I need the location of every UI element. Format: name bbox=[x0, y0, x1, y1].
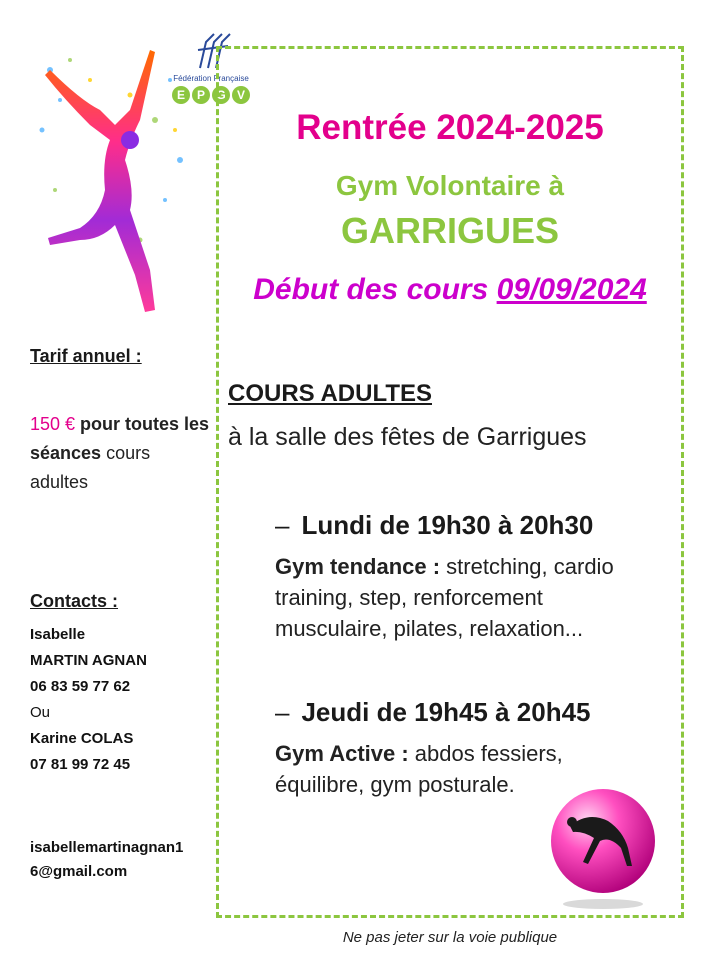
gym-subtitle: Gym Volontaire à bbox=[335, 170, 565, 201]
contact1-first-name: Isabelle bbox=[30, 626, 86, 643]
session-thursday bbox=[275, 697, 591, 728]
session-time: Lundi de 19h30 à 20h30 bbox=[301, 510, 594, 540]
session-monday bbox=[275, 510, 593, 541]
tarif-text bbox=[30, 410, 210, 497]
contact-email bbox=[30, 836, 183, 884]
contact1-phone: 06 83 59 77 62 bbox=[30, 678, 131, 695]
desc-line: musculaire, pilates, relaxation... bbox=[275, 616, 584, 641]
courses-heading: COURS ADULTES bbox=[228, 380, 432, 407]
start-label: Début des cours bbox=[253, 273, 497, 306]
desc-line: stretching, cardio bbox=[440, 554, 614, 579]
desc-line: abdos fessiers, bbox=[408, 741, 563, 766]
tarif-price: 150 € bbox=[30, 414, 76, 434]
session-type: Gym tendance : bbox=[275, 554, 441, 579]
tarif-bold: pour toutes les séances bbox=[30, 414, 210, 463]
start-date-line bbox=[216, 273, 684, 307]
tarif-rest: cours adultes bbox=[30, 443, 151, 492]
contact-or: Ou bbox=[30, 704, 51, 721]
logo-letter-p: P bbox=[192, 86, 210, 104]
courses-location: à la salle des fêtes de Garrigues bbox=[228, 423, 587, 451]
desc-line: training, step, renforcement bbox=[275, 585, 543, 610]
contact-list bbox=[30, 622, 147, 778]
start-date: 09/09/2024 bbox=[496, 273, 647, 306]
desc-line: équilibre, gym posturale. bbox=[275, 772, 515, 797]
contact2-phone: 07 81 99 72 45 bbox=[30, 756, 131, 773]
tarif-heading: Tarif annuel : bbox=[30, 346, 142, 366]
contact2-name: Karine COLAS bbox=[30, 730, 134, 747]
season-title: Rentrée 2024-2025 bbox=[296, 108, 604, 147]
email-line: 6@gmail.com bbox=[30, 863, 128, 880]
logo-federation-text: Fédération Française bbox=[173, 74, 249, 83]
gymnast-ball-icon bbox=[548, 786, 658, 912]
session-type: Gym Active : bbox=[275, 741, 409, 766]
contacts-heading: Contacts : bbox=[30, 591, 119, 611]
logo-letter-e: E bbox=[172, 86, 190, 104]
logo-letter-g: G bbox=[212, 86, 230, 104]
town-title: GARRIGUES bbox=[340, 210, 560, 251]
contact1-last-name: MARTIN AGNAN bbox=[30, 652, 147, 669]
footer-notice: Ne pas jeter sur la voie publique bbox=[342, 929, 558, 946]
session-dash: – bbox=[275, 510, 290, 540]
session-dash: – bbox=[275, 697, 290, 727]
session-monday-description bbox=[275, 551, 675, 644]
session-time: Jeudi de 19h45 à 20h45 bbox=[301, 697, 591, 727]
logo-letter-v: V bbox=[232, 86, 250, 104]
email-line: isabellemartinagnan1 bbox=[30, 839, 184, 856]
